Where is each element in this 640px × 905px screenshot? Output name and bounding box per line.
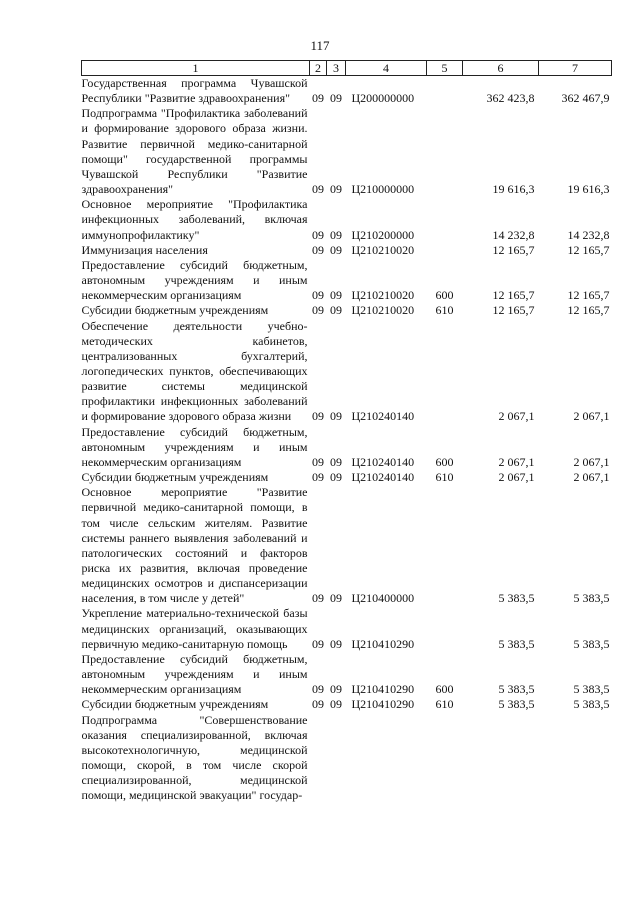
subsection-code: 09 <box>330 182 342 197</box>
item-name: Предоставление субсидий бюджетным, автономным учреждениям и иным некоммерческим организациям <box>81 257 308 303</box>
target-article-code: Ц210210020 <box>351 242 415 257</box>
amount-second-year: 2 067,1 <box>573 454 610 469</box>
amount-second-year: 5 383,5 <box>573 591 610 606</box>
target-article-code: Ц210210020 <box>351 288 415 303</box>
expense-type-code <box>427 606 463 651</box>
subsection-code: 09 <box>330 242 342 257</box>
subsection-code <box>327 713 346 804</box>
item-name: Подпрограмма "Совершенствование оказания специализированной, включая высокотехнологичную, медицинской помощи, скорой, в том числе скорой специализированной, медицинской помощи, медицинской эвакуации" государ- <box>81 712 308 803</box>
amount-second-year: 12 165,7 <box>567 303 610 318</box>
table-row <box>82 485 612 606</box>
section-code <box>310 713 327 804</box>
table-row <box>82 243 612 258</box>
target-article-code: Ц210410290 <box>351 682 415 697</box>
target-article-code <box>346 713 427 804</box>
table-row <box>82 106 612 197</box>
column-header: 5 <box>427 61 463 76</box>
target-article-code: Ц210240140 <box>351 454 415 469</box>
column-header: 2 <box>310 61 327 76</box>
expense-type-code <box>427 197 463 242</box>
amount-second-year: 2 067,1 <box>573 409 610 424</box>
target-article-code: Ц210410290 <box>351 697 415 712</box>
section-code: 09 <box>312 91 324 106</box>
expense-type-code: 610 <box>435 303 454 318</box>
section-code: 09 <box>312 182 324 197</box>
amount-second-year <box>539 713 612 804</box>
section-code: 09 <box>312 682 324 697</box>
amount-second-year: 12 165,7 <box>567 288 610 303</box>
item-name: Иммунизация населения <box>81 242 208 257</box>
amount-first-year: 5 383,5 <box>498 697 535 712</box>
section-code: 09 <box>312 470 324 485</box>
expense-type-code <box>427 243 463 258</box>
expense-type-code <box>427 106 463 197</box>
column-header: 4 <box>346 61 427 76</box>
amount-first-year: 2 067,1 <box>498 454 535 469</box>
item-name: Субсидии бюджетным учреждениям <box>81 697 269 712</box>
subsection-code: 09 <box>330 697 342 712</box>
section-code: 09 <box>312 288 324 303</box>
subsection-code: 09 <box>330 303 342 318</box>
amount-second-year: 5 383,5 <box>573 636 610 651</box>
amount-second-year: 5 383,5 <box>573 682 610 697</box>
amount-first-year: 19 616,3 <box>492 182 535 197</box>
amount-first-year: 5 383,5 <box>498 591 535 606</box>
amount-first-year: 362 423,8 <box>486 91 535 106</box>
item-name: Предоставление субсидий бюджетным, автономным учреждениям и иным некоммерческим организациям <box>81 424 308 469</box>
column-header: 3 <box>327 61 346 76</box>
table-row <box>82 319 612 425</box>
expense-type-code <box>427 76 463 107</box>
item-name: Основное мероприятие "Развитие первичной медико-санитарной помощи, в том числе сельским жителям. Развитие системы раннего выявления заболеваний и патологических состояний и факторов риска их развития, включая проведение медицинских осмотров и диспансеризации населения, в том числе у детей" <box>81 485 308 606</box>
expense-type-code: 610 <box>435 697 454 712</box>
section-code: 09 <box>312 242 324 257</box>
amount-first-year: 5 383,5 <box>498 636 535 651</box>
subsection-code: 09 <box>330 636 342 651</box>
subsection-code: 09 <box>330 470 342 485</box>
item-name: Субсидии бюджетным учреждениям <box>81 470 269 485</box>
expense-type-code: 600 <box>435 454 454 469</box>
amount-second-year: 19 616,3 <box>567 182 610 197</box>
table-row <box>82 470 612 485</box>
section-code: 09 <box>312 454 324 469</box>
table-row <box>82 197 612 242</box>
target-article-code: Ц210240140 <box>351 470 415 485</box>
table-row <box>82 652 612 697</box>
item-name: Основное мероприятие "Профилактика инфекционных заболеваний, включая иммунопрофилактику" <box>81 197 308 242</box>
subsection-code: 09 <box>330 591 342 606</box>
target-article-code: Ц200000000 <box>351 91 415 106</box>
expense-type-code: 600 <box>435 682 454 697</box>
amount-first-year: 2 067,1 <box>498 470 535 485</box>
table-row <box>82 303 612 318</box>
table-row <box>82 76 612 107</box>
section-code: 09 <box>312 303 324 318</box>
expense-type-code <box>427 319 463 425</box>
table-header-row <box>82 61 612 76</box>
amount-first-year <box>463 713 539 804</box>
target-article-code: Ц210410290 <box>351 636 415 651</box>
target-article-code: Ц210240140 <box>351 409 415 424</box>
amount-second-year: 5 383,5 <box>573 697 610 712</box>
expense-type-code: 610 <box>435 470 454 485</box>
section-code: 09 <box>312 227 324 242</box>
amount-second-year: 362 467,9 <box>561 91 610 106</box>
target-article-code: Ц210400000 <box>351 591 415 606</box>
section-code: 09 <box>312 697 324 712</box>
column-header: 7 <box>539 61 612 76</box>
amount-first-year: 12 165,7 <box>492 288 535 303</box>
subsection-code: 09 <box>330 227 342 242</box>
subsection-code: 09 <box>330 454 342 469</box>
amount-second-year: 12 165,7 <box>567 242 610 257</box>
table-row <box>82 606 612 651</box>
amount-first-year: 12 165,7 <box>492 242 535 257</box>
amount-second-year: 14 232,8 <box>567 227 610 242</box>
section-code: 09 <box>312 409 324 424</box>
item-name: Укрепление материально-технической базы медицинских организаций, оказывающих первичную медико-санитарную помощь <box>81 606 308 651</box>
subsection-code: 09 <box>330 682 342 697</box>
expense-type-code <box>427 713 463 804</box>
item-name: Подпрограмма "Профилактика заболеваний и формирование здорового образа жизни. Развитие первичной медико-санитарной помощи" государственной программы Чувашской Республики "Развитие здравоохранения" <box>81 106 308 197</box>
item-name: Предоставление субсидий бюджетным, автономным учреждениям и иным некоммерческим организациям <box>81 651 308 697</box>
table-row <box>82 425 612 470</box>
subsection-code: 09 <box>330 91 342 106</box>
subsection-code: 09 <box>330 409 342 424</box>
budget-table <box>81 60 612 804</box>
amount-first-year: 12 165,7 <box>492 303 535 318</box>
subsection-code: 09 <box>330 288 342 303</box>
table-row <box>82 713 612 804</box>
amount-first-year: 5 383,5 <box>498 682 535 697</box>
item-name: Обеспечение деятельности учебно-методических кабинетов, централизованных бухгалтерий, логопедических пунктов, обеспечивающих развитие системы медицинской профилактики инфекционных заболеваний и формирование здорового образа жизни <box>81 318 308 424</box>
expense-type-code: 600 <box>435 288 454 303</box>
item-name: Субсидии бюджетным учреждениям <box>81 303 269 318</box>
expense-type-code <box>427 485 463 606</box>
column-header: 6 <box>463 61 539 76</box>
target-article-code: Ц210210020 <box>351 303 415 318</box>
amount-first-year: 2 067,1 <box>498 409 535 424</box>
target-article-code: Ц210000000 <box>351 182 415 197</box>
section-code: 09 <box>312 636 324 651</box>
table-row <box>82 697 612 712</box>
table-row <box>82 258 612 303</box>
target-article-code: Ц210200000 <box>351 227 415 242</box>
item-name: Государственная программа Чувашской Республики "Развитие здравоохранения" <box>81 76 308 106</box>
amount-first-year: 14 232,8 <box>492 227 535 242</box>
section-code: 09 <box>312 591 324 606</box>
column-header: 1 <box>82 61 310 76</box>
page-number: 117 <box>310 38 330 53</box>
amount-second-year: 2 067,1 <box>573 470 610 485</box>
